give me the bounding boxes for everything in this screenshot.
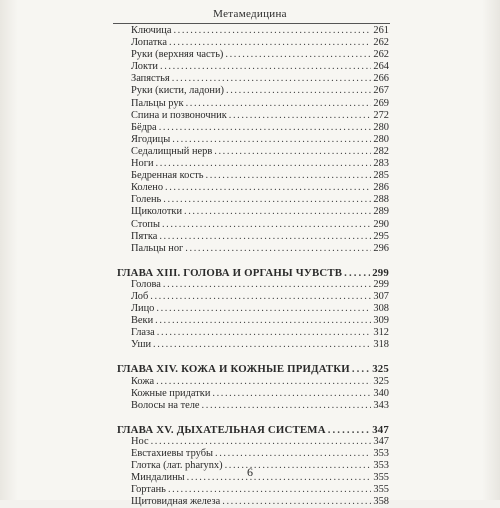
page-number: 6 bbox=[247, 465, 253, 479]
dot-leader bbox=[222, 496, 371, 508]
page-ref: 290 bbox=[373, 218, 389, 230]
dot-leader bbox=[156, 303, 371, 315]
page-ref: 325 bbox=[373, 375, 389, 387]
page-ref: 266 bbox=[373, 73, 389, 85]
page-ref: 358 bbox=[373, 496, 389, 508]
dot-leader bbox=[225, 49, 371, 61]
entry-title: Гортань bbox=[131, 484, 166, 496]
dot-leader bbox=[184, 206, 371, 218]
page-ref: 353 bbox=[373, 460, 389, 472]
entry-title: Локти bbox=[131, 61, 158, 73]
page-ref: 280 bbox=[373, 121, 389, 133]
page-ref: 295 bbox=[373, 230, 389, 242]
dot-leader bbox=[214, 146, 371, 158]
page-ref: 312 bbox=[373, 327, 389, 339]
chapter-title: ГЛАВА XIII. ГОЛОВА И ОРГАНЫ ЧУВСТВ bbox=[117, 266, 343, 279]
toc-entry-row bbox=[117, 448, 389, 460]
page-ref: 262 bbox=[373, 49, 389, 61]
page-ref: 355 bbox=[373, 472, 389, 484]
entry-title: Ключица bbox=[131, 25, 172, 36]
toc-entry-row bbox=[117, 49, 389, 61]
page-ref: 325 bbox=[372, 363, 389, 376]
dot-leader bbox=[153, 339, 371, 351]
dot-leader bbox=[229, 110, 372, 122]
toc-entry-row bbox=[117, 496, 389, 508]
section-gap bbox=[117, 412, 389, 424]
dot-leader bbox=[344, 267, 370, 279]
page-ref: 353 bbox=[373, 448, 389, 459]
entry-title: Глотка (лат. pharynx) bbox=[131, 460, 223, 472]
dot-leader bbox=[157, 327, 372, 339]
chapter-title: ГЛАВА XV. ДЫХАТЕЛЬНАЯ СИСТЕМА bbox=[117, 423, 326, 436]
toc-entry-row bbox=[117, 37, 389, 49]
entry-title: Кожные придатки bbox=[131, 387, 211, 399]
toc-entry-row bbox=[117, 315, 389, 327]
toc-entry-row bbox=[117, 122, 389, 134]
toc-entry-row bbox=[117, 327, 389, 339]
dot-leader bbox=[185, 243, 371, 255]
toc-entry-row bbox=[117, 146, 389, 158]
toc-entry-row bbox=[117, 339, 389, 351]
dot-leader bbox=[151, 436, 372, 448]
page-ref: 308 bbox=[373, 303, 389, 315]
page-ref: 285 bbox=[373, 170, 389, 182]
page-ref: 288 bbox=[373, 194, 389, 206]
toc-entry-row bbox=[117, 243, 389, 255]
table-of-contents bbox=[117, 25, 389, 508]
dot-leader bbox=[212, 388, 371, 400]
toc-entry-row bbox=[117, 85, 389, 97]
page-ref: 299 bbox=[372, 266, 389, 279]
page-ref: 262 bbox=[373, 37, 389, 49]
page-ref: 261 bbox=[373, 25, 389, 36]
entry-title: Щиколотки bbox=[131, 206, 183, 218]
page-ref: 272 bbox=[373, 109, 389, 121]
page-ref: 343 bbox=[373, 399, 389, 411]
page-ref: 264 bbox=[373, 61, 389, 73]
toc-entry-row bbox=[117, 170, 389, 182]
toc-entry-row bbox=[117, 110, 389, 122]
page-ref: 267 bbox=[373, 85, 389, 97]
toc-entry-row bbox=[117, 134, 389, 146]
page-ref: 296 bbox=[373, 242, 389, 254]
toc-entry-row bbox=[117, 219, 389, 231]
entry-title: Кожа bbox=[131, 375, 155, 387]
entry-title: Щитовидная железа bbox=[131, 496, 221, 508]
entry-title: Веки bbox=[131, 315, 154, 327]
entry-title: Ягодицы bbox=[131, 133, 171, 145]
dot-leader bbox=[162, 219, 371, 231]
page-ref: 355 bbox=[373, 484, 389, 496]
toc-chapter-row bbox=[117, 267, 389, 279]
dot-leader bbox=[163, 194, 371, 206]
toc-entry-row bbox=[117, 400, 389, 412]
entry-title: Пальцы рук bbox=[131, 97, 184, 109]
toc-entry-row bbox=[117, 436, 389, 448]
entry-title: Нос bbox=[131, 435, 149, 447]
dot-leader bbox=[169, 37, 371, 49]
dot-leader bbox=[160, 61, 371, 73]
page-ref: 269 bbox=[373, 97, 389, 109]
toc-chapter-row bbox=[117, 424, 389, 436]
dot-leader bbox=[159, 231, 371, 243]
page-ref: 289 bbox=[373, 206, 389, 218]
entry-title: Бедренная кость bbox=[131, 170, 204, 182]
entry-title: Ноги bbox=[131, 158, 154, 170]
dot-leader bbox=[352, 363, 370, 375]
entry-title: Руки (верхняя часть) bbox=[131, 49, 224, 61]
dot-leader bbox=[156, 158, 372, 170]
toc-entry-row bbox=[117, 291, 389, 303]
dot-leader bbox=[206, 170, 372, 182]
toc-entry-row bbox=[117, 231, 389, 243]
entry-title: Колено bbox=[131, 182, 164, 194]
entry-title: Бёдра bbox=[131, 121, 157, 133]
dot-leader bbox=[150, 291, 371, 303]
running-header: Метамедицина bbox=[213, 8, 287, 20]
entry-title: Пятка bbox=[131, 230, 158, 242]
header-rule bbox=[113, 23, 390, 24]
dot-leader bbox=[186, 98, 372, 110]
toc-entry-row bbox=[117, 376, 389, 388]
chapter-title: ГЛАВА XIV. КОЖА И КОЖНЫЕ ПРИДАТКИ bbox=[117, 363, 350, 376]
toc-entry-row bbox=[117, 303, 389, 315]
toc-entry-row bbox=[117, 388, 389, 400]
entry-title: Стопы bbox=[131, 218, 160, 230]
entry-title: Запястья bbox=[131, 73, 170, 85]
toc-entry-row bbox=[117, 206, 389, 218]
entry-title: Миндалины bbox=[131, 472, 185, 484]
dot-leader bbox=[168, 484, 371, 496]
toc-entry-row bbox=[117, 25, 389, 37]
toc-entry-row bbox=[117, 158, 389, 170]
dot-leader bbox=[172, 134, 371, 146]
entry-title: Руки (кисти, ладони) bbox=[131, 85, 225, 97]
entry-title: Голова bbox=[131, 278, 161, 290]
dot-leader bbox=[163, 279, 371, 291]
dot-leader bbox=[187, 472, 372, 484]
dot-leader bbox=[156, 376, 371, 388]
entry-title: Евстахиевы трубы bbox=[131, 448, 213, 459]
page-ref: 309 bbox=[373, 315, 389, 327]
page-ref: 282 bbox=[373, 145, 389, 157]
page-ref: 307 bbox=[373, 290, 389, 302]
section-gap bbox=[117, 351, 389, 363]
page-ref: 318 bbox=[373, 339, 389, 351]
entry-title: Голень bbox=[131, 194, 162, 206]
section-gap bbox=[117, 255, 389, 267]
entry-title: Спина и позвоночник bbox=[131, 109, 227, 121]
entry-title: Уши bbox=[131, 339, 152, 351]
entry-title: Седалищный нерв bbox=[131, 145, 213, 157]
dot-leader bbox=[328, 424, 371, 436]
page-ref: 347 bbox=[372, 423, 389, 436]
dot-leader bbox=[165, 182, 371, 194]
page-ref: 286 bbox=[373, 182, 389, 194]
dot-leader bbox=[202, 400, 372, 412]
page-ref: 283 bbox=[373, 158, 389, 170]
toc-entry-row bbox=[117, 182, 389, 194]
entry-title: Волосы на теле bbox=[131, 399, 200, 411]
toc-entry-row bbox=[117, 61, 389, 73]
page-ref: 340 bbox=[373, 387, 389, 399]
toc-entry-row bbox=[117, 194, 389, 206]
toc-entry-row bbox=[117, 98, 389, 110]
page-ref: 347 bbox=[373, 435, 389, 447]
toc-chapter-row bbox=[117, 363, 389, 375]
dot-leader bbox=[226, 85, 371, 97]
entry-title: Лоб bbox=[131, 290, 149, 302]
page-ref: 280 bbox=[373, 133, 389, 145]
page-ref: 299 bbox=[373, 278, 389, 290]
dot-leader bbox=[159, 122, 372, 134]
toc-entry-row bbox=[117, 484, 389, 496]
entry-title: Пальцы ног bbox=[131, 242, 184, 254]
dot-leader bbox=[173, 25, 371, 37]
dot-leader bbox=[172, 73, 372, 85]
entry-title: Глаза bbox=[131, 327, 155, 339]
dot-leader bbox=[155, 315, 371, 327]
dot-leader bbox=[215, 448, 371, 460]
entry-title: Лицо bbox=[131, 303, 155, 315]
toc-entry-row bbox=[117, 279, 389, 291]
toc-entry-row bbox=[117, 73, 389, 85]
entry-title: Лопатка bbox=[131, 37, 167, 49]
